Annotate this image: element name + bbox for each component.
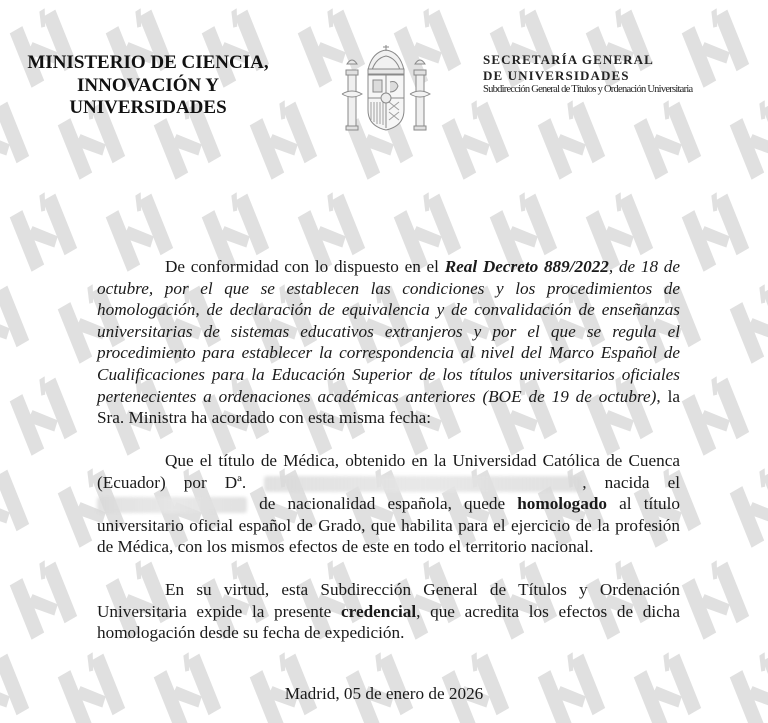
decree-title: , de 18 de octubre, por el que se establecen las condiciones y los procedimientos de homologación, de declaración de equivalencia y de convalidación de enseñanzas universitarias de sistemas educativos extranjeros y por el que se regula el procedimiento para establecer la correspondencia al nivel del Marco Español de Cualificaciones para la Educación Superior de los títulos universitarios oficiales pertenecientes a ordenaciones académicas anteriores (BOE de 19 de octubre): [97, 257, 680, 406]
secretariat-line1: SECRETARÍA GENERAL: [483, 52, 654, 67]
redacted-name: [264, 476, 582, 492]
text: , que acredita los efectos de dicha homologación desde su fecha de expedición.: [97, 601, 680, 643]
decree-reference: Real Decreto 889/2022: [444, 257, 609, 276]
subdirectorate-name: Subdirección General de Títulos y Ordenación Universitaria: [483, 84, 693, 95]
coat-of-arms-icon: [338, 42, 434, 138]
ministry-title-line: MINISTERIO DE CIENCIA,: [27, 52, 269, 73]
text: , la Sra. Ministra ha acordado con esta misma fecha:: [97, 386, 681, 428]
text: Que el título de Médica, obtenido en la Universidad Católica de Cuenca (Ecuador) por Dª.: [97, 451, 680, 492]
text: al título universitario oficial español de Grado, que habilita para el ejercicio de la profesión de Médica, con los mismos efectos de este en todo el territorio nacional.: [97, 494, 680, 557]
text: En su virtud, esta Subdirección General de Títulos y Ordenación Universitaria expide la presente: [97, 580, 680, 621]
paragraph-legal-basis: [97, 256, 680, 429]
ministry-title: [22, 52, 274, 120]
ministry-title-line: INNOVACIÓN Y: [77, 74, 219, 96]
homologado-emphasis: homologado: [517, 494, 608, 514]
ministry-title-line: UNIVERSIDADES: [69, 97, 227, 118]
secretariat-line2: DE UNIVERSIDADES: [483, 67, 630, 83]
paragraph-resolution: [97, 450, 680, 558]
paragraph-credential: [97, 579, 680, 644]
text: , nacida el: [582, 472, 680, 492]
redacted-birth-date: [97, 497, 247, 513]
text: de nacionalidad española, quede: [247, 494, 518, 514]
text: De conformidad con lo dispuesto en el: [165, 257, 445, 276]
credencial-emphasis: credencial: [341, 601, 417, 621]
secretariat-header: [483, 52, 753, 97]
issue-date: Madrid, 05 de enero de 2026: [284, 684, 484, 703]
